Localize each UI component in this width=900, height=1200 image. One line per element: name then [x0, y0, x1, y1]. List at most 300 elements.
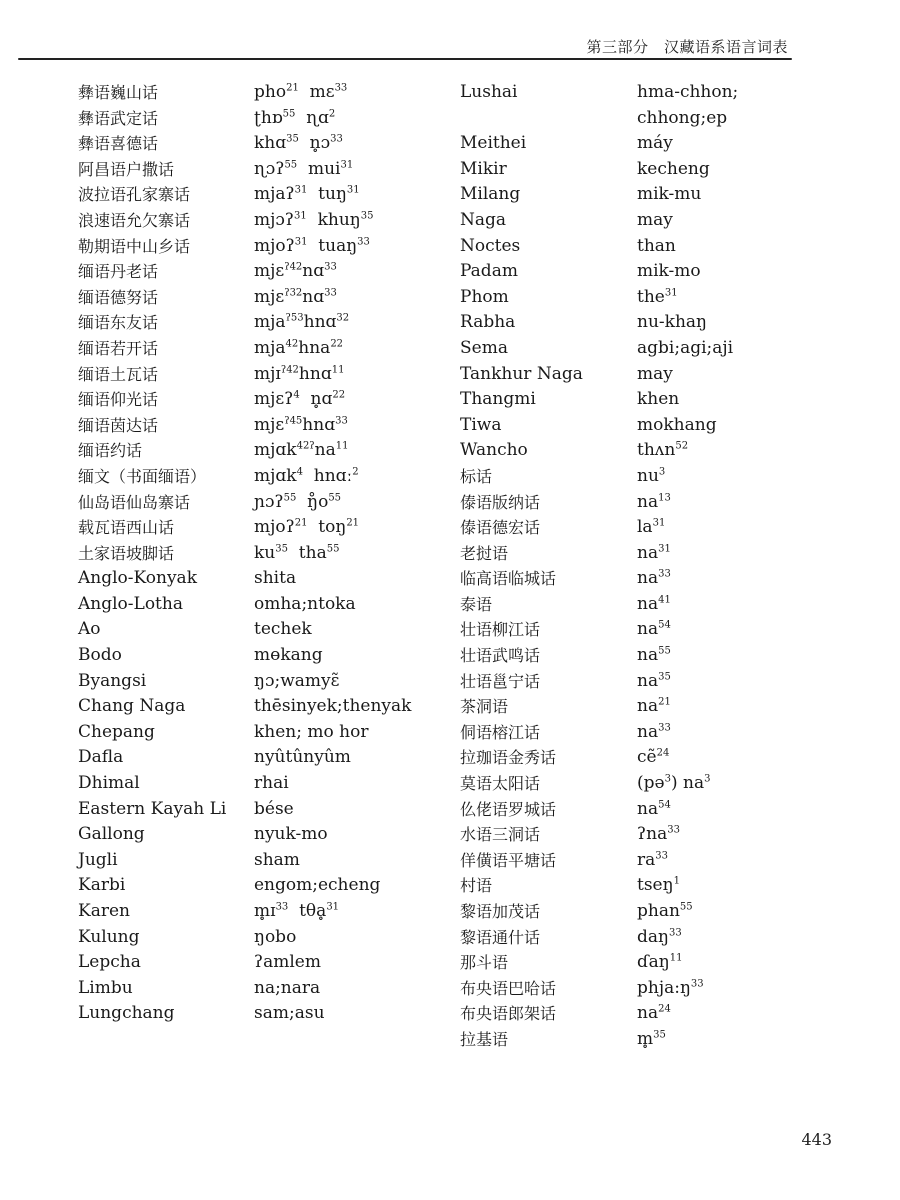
- word-form: [637, 490, 738, 516]
- word-form: [637, 1027, 738, 1053]
- word-form: [254, 976, 411, 1002]
- word-form: [637, 1001, 738, 1027]
- tone-mark: 54: [658, 798, 671, 810]
- form-segment: hna: [298, 337, 331, 358]
- word-form: [254, 566, 411, 592]
- form-segment: than: [637, 235, 676, 256]
- form-segment: na: [637, 619, 659, 640]
- tone-mark: ʔ45: [284, 415, 303, 427]
- language-name: 彝语武定话: [78, 108, 159, 128]
- form-segment: na: [637, 1003, 659, 1024]
- form-segment: daŋ: [637, 926, 669, 947]
- language-name: 黎语通什话: [460, 927, 541, 947]
- form-segment: thēsinyek;thenyak: [254, 696, 412, 717]
- form-segment: mokhang: [637, 414, 717, 435]
- language-name: Ao: [78, 619, 101, 640]
- word-form: [637, 566, 738, 592]
- tone-mark: 31: [294, 184, 308, 196]
- word-form: [254, 285, 411, 311]
- word-form: [254, 541, 411, 567]
- tone-mark: 42ʔ: [296, 440, 315, 452]
- tone-mark: 33: [335, 415, 348, 427]
- form-segment: mjɪ: [254, 363, 281, 384]
- word-form: [254, 899, 411, 925]
- form-segment: na: [314, 440, 336, 461]
- word-form: [637, 285, 738, 311]
- tone-mark: 42: [285, 338, 299, 350]
- tone-mark: 55: [283, 491, 297, 503]
- language-name: 浪速语允欠寨话: [78, 210, 191, 230]
- language-name: Eastern Kayah Li: [78, 798, 227, 819]
- word-form: [637, 208, 738, 234]
- form-segment: mɛ: [298, 82, 335, 102]
- language-name: Phom: [460, 286, 509, 307]
- tone-mark: 55: [658, 645, 671, 657]
- word-form: [254, 234, 411, 260]
- language-name: 壮语武鸣话: [460, 646, 541, 666]
- form-segment: hnɑ: [298, 363, 332, 384]
- word-form: [637, 234, 738, 260]
- form-segment: mik-mu: [637, 184, 702, 205]
- column-language-names-left: [78, 80, 226, 1027]
- language-name: 波拉语孔家寨话: [78, 185, 191, 205]
- tone-mark: 22: [330, 338, 344, 350]
- language-name: 标话: [460, 466, 493, 486]
- word-form: [254, 131, 411, 157]
- tone-mark: 21: [286, 82, 299, 94]
- form-segment: chhong;ep: [637, 107, 728, 128]
- tone-mark: 52: [675, 440, 689, 452]
- word-form: [637, 643, 738, 669]
- word-form: [254, 617, 411, 643]
- form-segment: n̥ɔ: [298, 133, 331, 154]
- word-form: [637, 797, 738, 823]
- language-name: Tankhur Naga: [460, 363, 583, 384]
- language-name: 彝语巍山话: [78, 83, 159, 102]
- form-segment: na: [637, 670, 659, 691]
- tone-mark: 31: [658, 543, 671, 555]
- form-segment: tha: [287, 542, 327, 563]
- word-form: [254, 848, 411, 874]
- language-name: Limbu: [78, 977, 133, 998]
- language-name: 村语: [460, 876, 493, 896]
- form-segment: nɑ: [302, 261, 325, 282]
- word-form: [637, 310, 738, 336]
- language-name: Anglo-Lotha: [78, 593, 183, 614]
- word-form: [637, 182, 738, 208]
- language-name: 泰语: [460, 594, 493, 614]
- form-segment: bése: [254, 798, 294, 819]
- form-segment: hnɑ: [302, 414, 336, 435]
- word-form: [254, 592, 411, 618]
- form-segment: mjɛ: [254, 286, 285, 307]
- form-segment: pho: [254, 82, 287, 102]
- word-form: [637, 745, 738, 771]
- language-name: 彝语喜德话: [78, 134, 159, 154]
- language-name: 傣语德宏话: [460, 518, 541, 538]
- tone-mark: 31: [326, 901, 340, 913]
- tone-mark: 2: [352, 466, 359, 478]
- word-form: [254, 490, 411, 516]
- form-segment: tθḁ: [288, 901, 327, 921]
- form-segment: hnɑ: [303, 312, 337, 333]
- tone-mark: 11: [669, 952, 683, 964]
- form-segment: hma-chhon;: [637, 82, 739, 102]
- language-name: 茶洞语: [460, 697, 509, 717]
- word-form: [254, 80, 411, 106]
- tone-mark: 33: [658, 568, 671, 580]
- word-form: [637, 822, 738, 848]
- language-name: Byangsi: [78, 670, 147, 691]
- form-segment: mja: [254, 337, 286, 358]
- form-segment: tseŋ: [637, 875, 674, 896]
- form-segment: na: [637, 721, 659, 742]
- form-segment: ɳɑ: [295, 107, 329, 128]
- word-form: [637, 950, 738, 976]
- language-name: 布央语郎架话: [460, 1004, 557, 1024]
- word-form: [637, 873, 738, 899]
- language-name: Rabha: [460, 312, 516, 333]
- word-form: [637, 157, 738, 183]
- language-name: Lushai: [460, 82, 518, 102]
- language-name: 仫佬语罗城话: [460, 799, 557, 819]
- word-form: [637, 720, 738, 746]
- word-form: [637, 541, 738, 567]
- word-form: [637, 694, 738, 720]
- word-form: [254, 694, 411, 720]
- language-name: 傣语版纳话: [460, 492, 541, 512]
- form-segment: sham: [254, 849, 300, 870]
- word-form: [637, 592, 738, 618]
- tone-mark: 35: [275, 543, 288, 555]
- word-form: [254, 797, 411, 823]
- form-segment: agbi;agi;aji: [637, 337, 734, 358]
- form-segment: mjɑk: [254, 465, 297, 486]
- tone-mark: 33: [275, 901, 289, 913]
- word-form: [254, 106, 411, 132]
- word-form: [637, 362, 738, 388]
- language-name: 缅语若开话: [78, 338, 159, 358]
- tone-mark: 1: [673, 875, 680, 887]
- word-form: [637, 669, 738, 695]
- tone-mark: 33: [324, 287, 337, 299]
- tone-mark: 31: [340, 159, 354, 171]
- form-segment: shita: [254, 568, 297, 589]
- form-segment: khen: [637, 389, 680, 410]
- form-segment: khɑ: [254, 133, 287, 154]
- form-segment: nɑ: [302, 286, 325, 307]
- form-segment: ŋɔ;wamyɛ̃: [254, 670, 340, 691]
- word-form: [637, 515, 738, 541]
- language-name: 拉珈语金秀话: [460, 748, 557, 768]
- language-name: 仙岛语仙岛寨话: [78, 492, 191, 512]
- form-segment: ɗaŋ: [637, 952, 670, 973]
- form-segment: ɲɔʔ: [254, 491, 284, 512]
- tone-mark: 24: [656, 747, 670, 759]
- language-name: Lungchang: [78, 1003, 175, 1024]
- form-segment: techek: [254, 619, 312, 640]
- form-segment: na: [637, 593, 659, 614]
- tone-mark: 3: [658, 466, 666, 478]
- form-segment: mjɔʔ: [254, 209, 295, 230]
- word-form: [254, 720, 411, 746]
- form-segment: ʔna: [637, 824, 668, 845]
- form-segment: khen; mo hor: [254, 721, 369, 742]
- language-name: Chang Naga: [78, 696, 186, 717]
- form-segment: phja:ŋ: [637, 977, 691, 998]
- tone-mark: 13: [658, 491, 671, 503]
- form-segment: la: [637, 517, 653, 538]
- form-segment: may: [637, 363, 673, 384]
- tone-mark: 32: [336, 312, 350, 324]
- word-form: [637, 848, 738, 874]
- form-segment: m̥: [637, 1028, 654, 1049]
- word-form: [254, 310, 411, 336]
- word-form: [254, 643, 411, 669]
- tone-mark: 55: [328, 491, 342, 503]
- language-name: Thangmi: [460, 389, 536, 410]
- language-name: Jugli: [78, 849, 118, 870]
- word-form: [254, 362, 411, 388]
- word-form: [637, 438, 738, 464]
- form-segment: mjɛ: [254, 261, 285, 282]
- word-form: [637, 80, 738, 106]
- tone-mark: 55: [679, 901, 693, 913]
- form-segment: ŋ̊o: [296, 491, 329, 512]
- word-form: [254, 771, 411, 797]
- language-name: 缅语仰光话: [78, 390, 159, 410]
- word-form: [254, 336, 411, 362]
- tone-mark: 35: [653, 1029, 666, 1041]
- word-form: [254, 182, 411, 208]
- form-segment: mjaʔ: [254, 184, 295, 205]
- language-name: 水语三洞话: [460, 825, 541, 845]
- tone-mark: 35: [286, 133, 299, 145]
- form-segment: phan: [637, 901, 680, 921]
- word-form: [254, 157, 411, 183]
- tone-mark: 41: [658, 594, 671, 606]
- column-word-forms-right: [637, 80, 738, 1053]
- form-segment: mɵkang: [254, 645, 323, 666]
- tone-mark: 33: [658, 722, 671, 734]
- language-name: 载瓦语西山话: [78, 518, 175, 538]
- form-segment: mjoʔ: [254, 517, 295, 538]
- word-form: [254, 745, 411, 771]
- word-form: [637, 464, 738, 490]
- language-name: 缅语东友话: [78, 313, 159, 333]
- tone-mark: 33: [655, 850, 668, 862]
- language-name: Karbi: [78, 875, 126, 896]
- word-form: [254, 515, 411, 541]
- form-segment: mja: [254, 312, 286, 333]
- language-name: Milang: [460, 184, 521, 205]
- tone-mark: 31: [294, 210, 307, 222]
- language-name: 佯僙语平塘话: [460, 850, 557, 870]
- word-form: [254, 873, 411, 899]
- language-name: Bodo: [78, 645, 122, 666]
- language-name: 布央语巴哈话: [460, 978, 557, 998]
- tone-mark: 2: [328, 107, 336, 119]
- form-segment: mjɛʔ: [254, 389, 294, 410]
- form-segment: na: [637, 798, 659, 819]
- language-name: 拉基语: [460, 1029, 509, 1049]
- tone-mark: ʔ53: [285, 312, 304, 324]
- language-name: 阿昌语户撒话: [78, 159, 175, 179]
- form-segment: mjoʔ: [254, 235, 295, 256]
- language-name: Kulung: [78, 926, 140, 947]
- language-name: Naga: [460, 209, 507, 230]
- language-name: 缅语德努话: [78, 287, 159, 307]
- language-name: 老挝语: [460, 543, 509, 563]
- tone-mark: 33: [667, 824, 680, 836]
- tone-mark: 21: [658, 696, 671, 708]
- form-segment: tuŋ: [307, 184, 347, 205]
- form-segment: nyuk-mo: [254, 824, 328, 845]
- form-segment: mui: [297, 158, 341, 179]
- word-form: [637, 976, 738, 1002]
- language-name: 壮语柳江话: [460, 620, 541, 640]
- form-segment: rhai: [254, 773, 289, 794]
- tone-mark: 24: [658, 1003, 671, 1015]
- form-segment: mjɑk: [254, 440, 297, 461]
- tone-mark: 4: [293, 389, 300, 401]
- word-form: [254, 259, 411, 285]
- tone-mark: 33: [334, 82, 348, 94]
- tone-mark: 35: [360, 210, 374, 222]
- form-segment: m̥ɪ: [254, 901, 276, 921]
- form-segment: ɳɔʔ: [254, 158, 285, 179]
- language-name: Mikir: [460, 158, 507, 179]
- tone-mark: 11: [335, 440, 349, 452]
- form-segment: hnɑː: [302, 465, 353, 486]
- form-segment: ra: [637, 849, 656, 870]
- form-segment: kecheng: [637, 158, 710, 179]
- word-form: [637, 131, 738, 157]
- language-name: Meithei: [460, 133, 527, 154]
- form-segment: n̥ɑ: [299, 389, 333, 410]
- word-form: [254, 387, 411, 413]
- form-segment: khuŋ: [306, 209, 361, 230]
- tone-mark: 11: [331, 363, 345, 375]
- language-name: Wancho: [460, 440, 528, 461]
- tone-mark: 31: [664, 287, 678, 299]
- language-name: [460, 106, 583, 132]
- form-segment: ) na: [670, 773, 705, 794]
- form-segment: na: [637, 491, 659, 512]
- language-name: 壮语邕宁话: [460, 671, 541, 691]
- tone-mark: 33: [357, 235, 370, 247]
- language-name: 勒期语中山乡话: [78, 236, 191, 256]
- language-name: 缅语约话: [78, 441, 143, 461]
- form-segment: the: [637, 286, 665, 307]
- word-form: [254, 413, 411, 439]
- form-segment: na: [637, 696, 659, 717]
- word-form: [637, 413, 738, 439]
- word-form: [637, 617, 738, 643]
- form-segment: (pə: [637, 773, 665, 794]
- tone-mark: ʔ32: [284, 287, 303, 299]
- word-form: [254, 925, 411, 951]
- language-name: Padam: [460, 261, 518, 282]
- word-form: [254, 438, 411, 464]
- column-language-names-right: [460, 80, 583, 1053]
- word-form: [254, 669, 411, 695]
- language-name: Anglo-Konyak: [78, 568, 197, 589]
- language-name: Sema: [460, 337, 508, 358]
- language-name: Tiwa: [460, 414, 502, 435]
- tone-mark: 33: [690, 978, 704, 990]
- language-name: Dhimal: [78, 773, 140, 794]
- column-word-forms-left: [254, 80, 411, 1027]
- form-segment: na: [637, 542, 659, 563]
- language-name: Gallong: [78, 824, 145, 845]
- tone-mark: 55: [282, 107, 296, 119]
- form-segment: ʈhɒ: [254, 107, 283, 128]
- word-form: [637, 336, 738, 362]
- language-name: 临高语临城话: [460, 569, 557, 589]
- tone-mark: 33: [668, 926, 682, 938]
- language-name: 缅语茵达话: [78, 415, 159, 435]
- tone-mark: 33: [330, 133, 343, 145]
- form-segment: cẽ: [637, 747, 657, 768]
- form-segment: na: [637, 568, 659, 589]
- tone-mark: 21: [346, 517, 360, 529]
- form-segment: thʌn: [637, 440, 676, 461]
- word-form: [254, 208, 411, 234]
- form-segment: mik-mo: [637, 261, 701, 282]
- word-form: [254, 464, 411, 490]
- form-segment: ku: [254, 542, 276, 563]
- language-name: 侗语榕江话: [460, 722, 541, 742]
- form-segment: ʔamlem: [254, 952, 321, 973]
- form-segment: omha;ntoka: [254, 593, 356, 614]
- language-name: 缅语丹老话: [78, 262, 159, 282]
- form-segment: máy: [637, 133, 673, 154]
- word-form: [637, 387, 738, 413]
- tone-mark: 3: [664, 773, 671, 785]
- tone-mark: 31: [346, 184, 360, 196]
- language-name: Lepcha: [78, 952, 141, 973]
- form-segment: ŋobo: [254, 926, 297, 947]
- form-segment: may: [637, 209, 673, 230]
- language-name: Dafla: [78, 747, 124, 768]
- form-segment: toŋ: [307, 517, 347, 538]
- form-segment: tuaŋ: [307, 235, 358, 256]
- word-form: [637, 106, 738, 132]
- form-segment: mjɛ: [254, 414, 285, 435]
- form-segment: na;nara: [254, 977, 321, 998]
- language-name: 那斗语: [460, 953, 509, 973]
- tone-mark: 31: [294, 235, 308, 247]
- header-rule: [18, 58, 792, 60]
- form-segment: nu-khaŋ: [637, 312, 707, 333]
- tone-mark: 3: [704, 773, 711, 785]
- form-segment: na: [637, 645, 659, 666]
- word-form: [254, 822, 411, 848]
- word-form: [254, 950, 411, 976]
- running-header: 第三部分 汉藏语系语言词表: [586, 38, 788, 56]
- tone-mark: 55: [284, 159, 298, 171]
- tone-mark: 31: [652, 517, 666, 529]
- language-name: 缅文（书面缅语）: [78, 466, 207, 486]
- form-segment: sam;asu: [254, 1003, 325, 1024]
- language-name: 莫语太阳话: [460, 774, 541, 794]
- language-name: 缅语土瓦话: [78, 364, 159, 384]
- tone-mark: 4: [296, 466, 303, 478]
- word-form: [637, 925, 738, 951]
- tone-mark: ʔ42: [284, 261, 303, 273]
- language-name: Chepang: [78, 721, 155, 742]
